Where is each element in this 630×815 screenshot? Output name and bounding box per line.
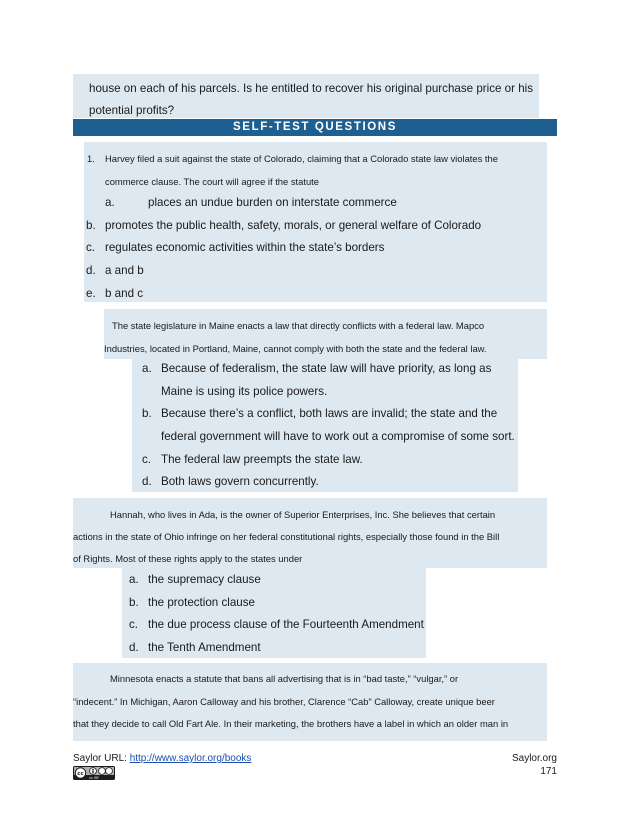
question-2-option-text: The federal law preempts the state law. [161,453,363,466]
question-1-option-text: regulates economic activities within the state’s borders [105,241,385,254]
question-2-option-text: Maine is using its police powers. [161,385,328,398]
question-1-option-text: b and c [105,287,144,300]
question-4-line-3: that they decide to call Old Fart Ale. In their marketing, the brothers have a label in which an older man in [73,718,509,729]
intro-line-1: house on each of his parcels. Is he entitled to recover his original purchase price or his [89,82,534,95]
question-3-option-text: the Tenth Amendment [148,641,261,654]
page-number: 171 [540,766,557,777]
question-2-option-letter: c. [142,453,152,466]
section-header: SELF-TEST QUESTIONS [73,119,557,136]
question-2-option-text: Because there’s a conflict, both laws are invalid; the state and the [161,407,498,420]
question-1-option-letter: d. [86,264,96,277]
intro-line-2: potential profits? [89,104,175,117]
cc-by-icon [73,766,115,780]
footer-url-label: Saylor URL: [73,753,130,764]
question-1-stem-line-1: Harvey filed a suit against the state of Colorado, claiming that a Colorado state law violates the [105,153,498,164]
question-3-stem-line-3: of Rights. Most of these rights apply to the states under [73,553,303,564]
question-3-option-text: the supremacy clause [148,573,261,586]
question-1-option-text: a and b [105,264,144,277]
question-4-line-1: Minnesota enacts a statute that bans all advertising that is in “bad taste,” “vulgar,” or [110,673,459,684]
question-4-line-2: “indecent.” In Michigan, Aaron Calloway and his brother, Clarence “Cab” Calloway, create unique beer [73,696,495,707]
question-1-number: 1. [87,153,95,164]
question-2-stem-line-1: The state legislature in Maine enacts a law that directly conflicts with a federal law. Mapco [112,320,485,331]
question-1-option-letter: b. [86,219,96,232]
question-2-option-text: federal government will have to work out a compromise of some sort. [161,430,515,443]
footer-site: Saylor.org [511,753,557,764]
question-3-option-text: the due process clause of the Fourteenth Amendment [148,618,424,631]
question-1-stem-line-2: commerce clause. The court will agree if the statute [105,176,319,187]
question-3-option-text: the protection clause [148,596,255,609]
question-3-option-letter: b. [129,596,139,609]
question-2-option-text: Both laws govern concurrently. [161,475,319,488]
saylor-books-link[interactable]: http://www.saylor.org/books [129,753,252,764]
question-2-stem-line-2: Industries, located in Portland, Maine, cannot comply with both the state and the federal law. [104,343,487,354]
question-1-option-letter: e. [86,287,96,300]
question-2-option-letter: d. [142,475,152,488]
question-1-option-text: promotes the public health, safety, morals, or general welfare of Colorado [105,219,482,232]
question-1-option-letter: c. [86,241,96,254]
cc-license-text: cc BY [89,776,99,780]
footer-url [73,753,251,764]
creative-commons-license-badge[interactable] [73,766,115,780]
question-2-option-letter: a. [142,362,152,375]
question-1-option-text: places an undue burden on interstate commerce [148,196,397,209]
question-3-option-letter: a. [129,573,139,586]
question-1-option-letter: a. [105,196,115,209]
question-3-option-letter: d. [129,641,139,654]
svg-text:cc: cc [77,771,84,777]
question-3-stem-line-1: Hannah, who lives in Ada, is the owner of Superior Enterprises, Inc. She believes that certain [110,509,496,520]
question-3-option-letter: c. [129,618,139,631]
question-2-option-text: Because of federalism, the state law will have priority, as long as [161,362,492,375]
question-3-stem-line-2: actions in the state of Ohio infringe on her federal constitutional rights, especially those found in the Bill [73,531,500,542]
question-2-option-letter: b. [142,407,152,420]
question-2-options-band [132,359,518,492]
